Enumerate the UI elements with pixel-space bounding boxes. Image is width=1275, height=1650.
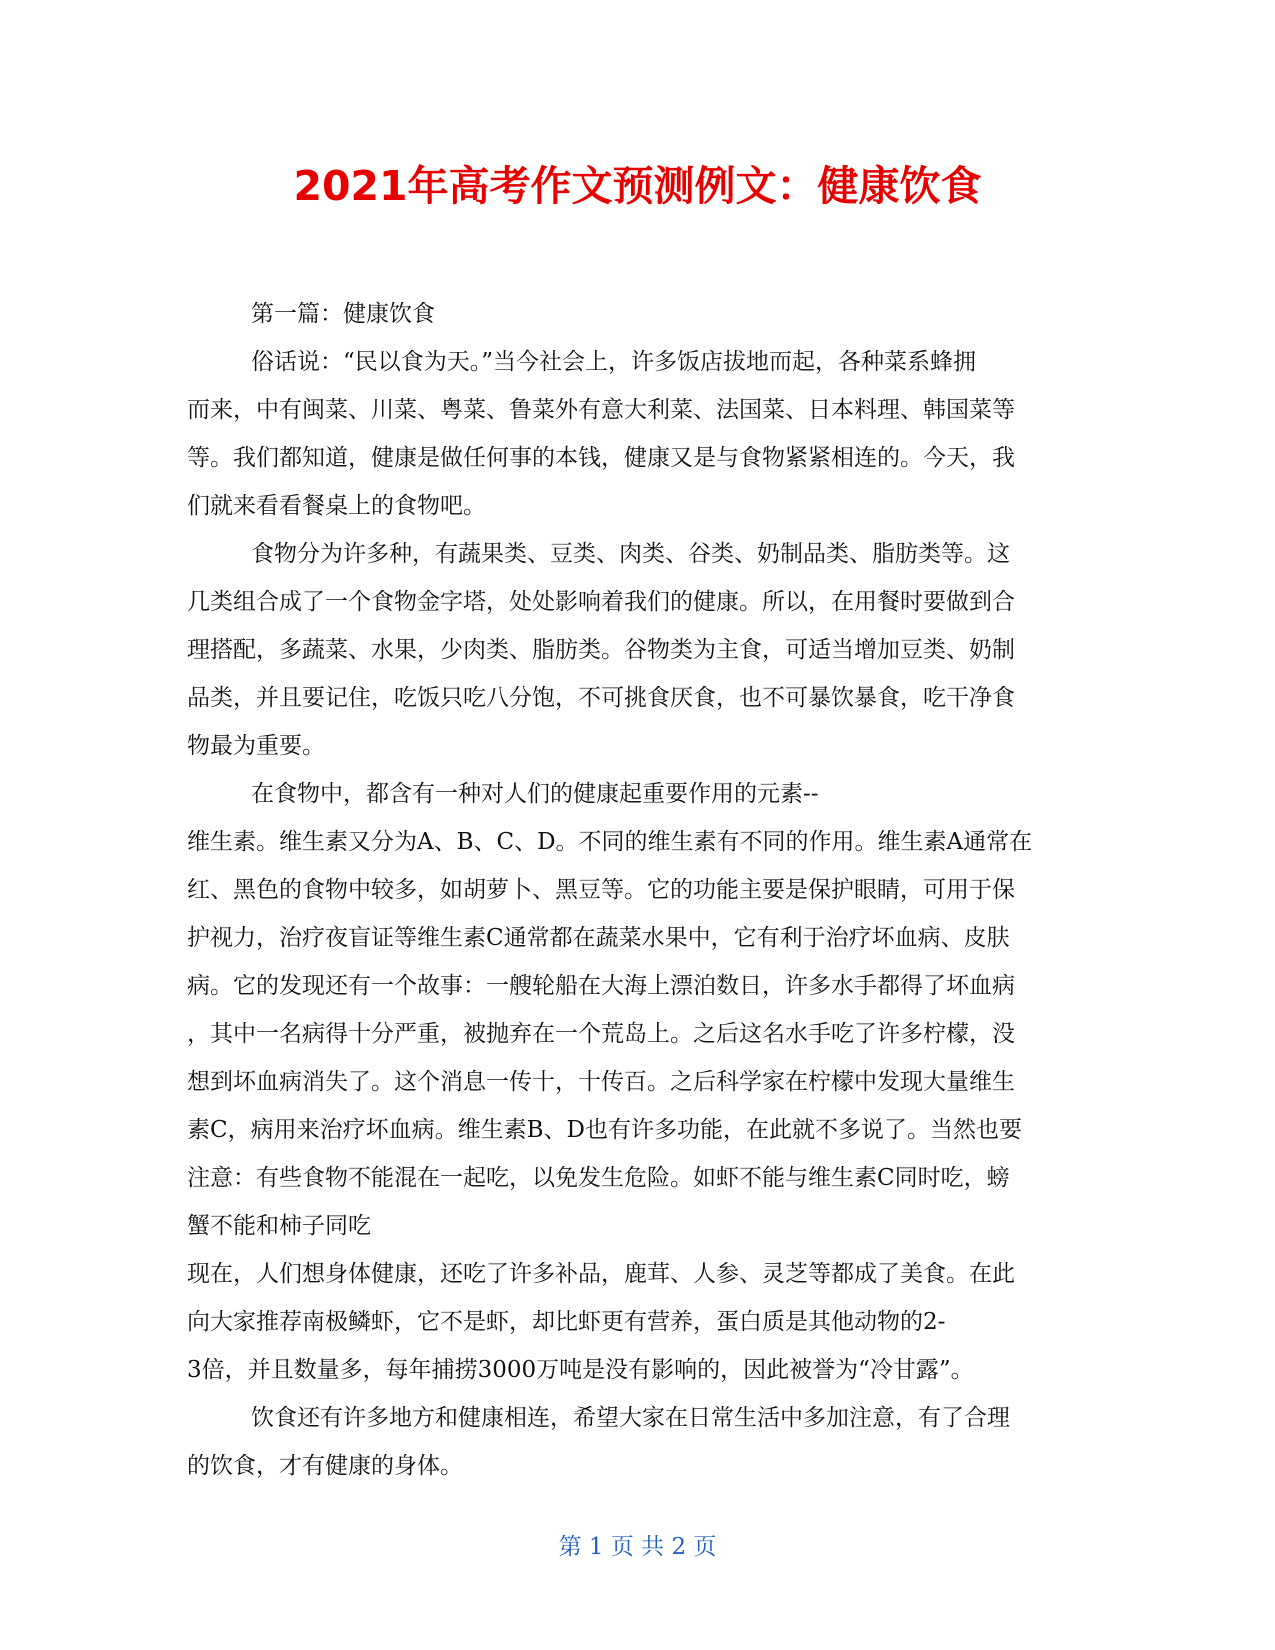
paragraph-line: 几类组合成了一个食物金字塔，处处影响着我们的健康。所以，在用餐时要做到合 [187, 589, 1015, 615]
paragraph-line: 等。我们都知道，健康是做任何事的本钱，健康又是与食物紧紧相连的。今天，我 [187, 445, 1015, 471]
paragraph-line: 在食物中，都含有一种对人们的健康起重要作用的元素-- [251, 781, 819, 807]
paragraph-line: ，其中一名病得十分严重，被抛弃在一个荒岛上。之后这名水手吃了许多柠檬，没 [187, 1021, 1015, 1047]
paragraph-line: 注意：有些食物不能混在一起吃，以免发生危险。如虾不能与维生素C同时吃，螃 [187, 1165, 1010, 1191]
paragraph-line: 而来，中有闽菜、川菜、粤菜、鲁菜外有意大利菜、法国菜、日本料理、韩国菜等 [187, 397, 1015, 423]
paragraph-line: 想到坏血病消失了。这个消息一传十，十传百。之后科学家在柠檬中发现大量维生 [187, 1069, 1015, 1095]
paragraph-line: 现在，人们想身体健康，还吃了许多补品，鹿茸、人参、灵芝等都成了美食。在此 [187, 1261, 1015, 1287]
paragraph-line: 饮食还有许多地方和健康相连，希望大家在日常生活中多加注意，有了合理 [251, 1405, 1010, 1431]
paragraph-line: 的饮食，才有健康的身体。 [187, 1453, 463, 1479]
paragraph-line: 食物分为许多种，有蔬果类、豆类、肉类、谷类、奶制品类、脂肪类等。这 [251, 541, 1010, 567]
paragraph-line: 理搭配，多蔬菜、水果，少肉类、脂肪类。谷物类为主食，可适当增加豆类、奶制 [187, 637, 1015, 663]
paragraph-line: 3倍，并且数量多，每年捕捞3000万吨是没有影响的，因此被誉为“冷甘露”。 [187, 1357, 974, 1383]
document-title: 2021年高考作文预测例文：健康饮食 [293, 162, 982, 210]
paragraph-line: 们就来看看餐桌上的食物吧。 [187, 493, 486, 519]
paragraph-line: 红、黑色的食物中较多，如胡萝卜、黑豆等。它的功能主要是保护眼睛，可用于保 [187, 877, 1015, 903]
paragraph-line: 物最为重要。 [187, 733, 325, 759]
paragraph-line: 俗话说：“民以食为天。”当今社会上，许多饭店拔地而起，各种菜系蜂拥 [251, 349, 977, 375]
paragraph-line: 向大家推荐南极鳞虾，它不是虾，却比虾更有营养，蛋白质是其他动物的2- [187, 1309, 946, 1335]
paragraph-line: 蟹不能和柿子同吃 [187, 1213, 371, 1239]
section-heading: 第一篇：健康饮食 [251, 301, 435, 327]
page-number-footer: 第 1 页 共 2 页 [558, 1534, 717, 1560]
paragraph-line: 素C，病用来治疗坏血病。维生素B、D也有许多功能，在此就不多说了。当然也要 [187, 1117, 1022, 1143]
paragraph-line: 品类，并且要记住，吃饭只吃八分饱，不可挑食厌食，也不可暴饮暴食，吃干净食 [187, 685, 1015, 711]
paragraph-line: 维生素。维生素又分为A、B、C、D。不同的维生素有不同的作用。维生素A通常在 [187, 829, 1033, 855]
paragraph-line: 病。它的发现还有一个故事：一艘轮船在大海上漂泊数日，许多水手都得了坏血病 [187, 973, 1015, 999]
document-body [187, 290, 1085, 1490]
paragraph-line: 护视力，治疗夜盲证等维生素C通常都在蔬菜水果中，它有利于治疗坏血病、皮肤 [187, 925, 1010, 951]
